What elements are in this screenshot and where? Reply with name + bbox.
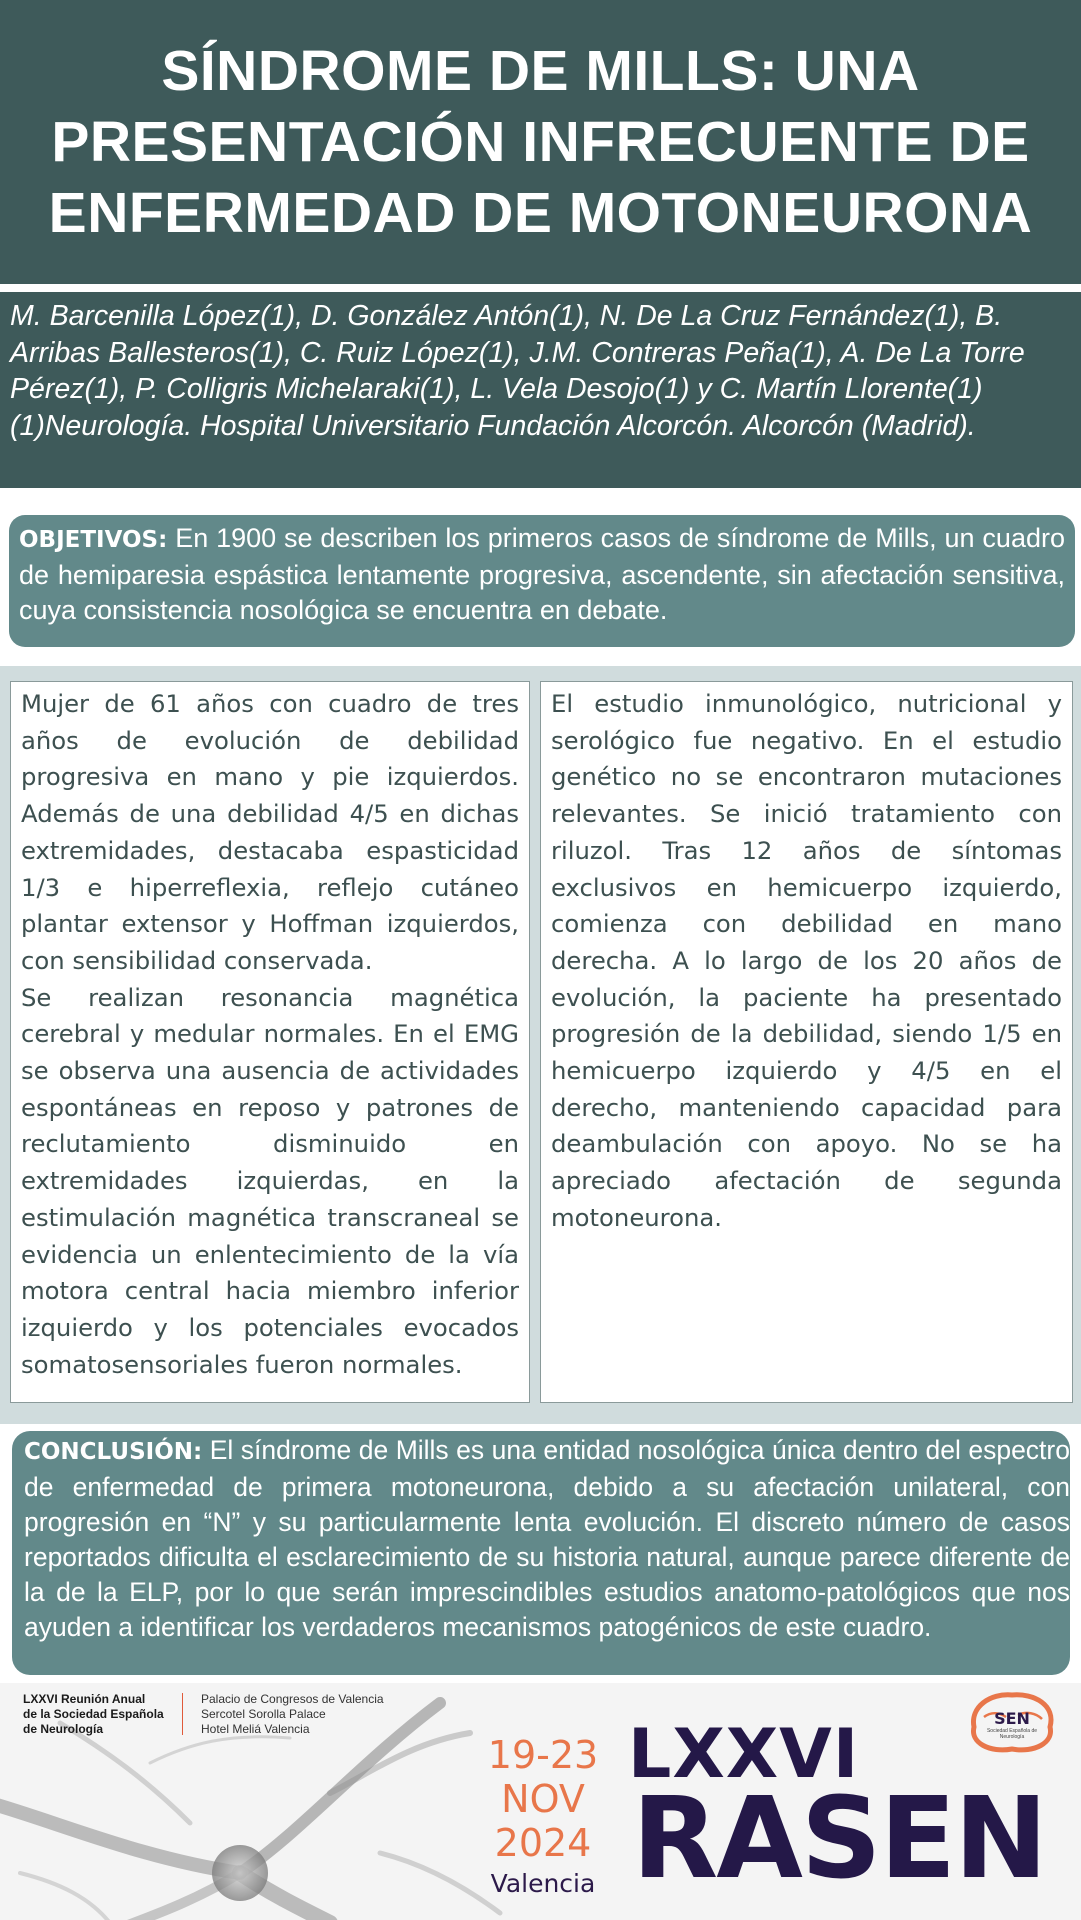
- venue-line: Palacio de Congresos de Valencia: [201, 1692, 384, 1706]
- date-month: NOV: [501, 1777, 585, 1821]
- conclusion-paragraph: [24, 1433, 1070, 1644]
- authors-band: [0, 292, 1081, 488]
- objectives-paragraph: [19, 521, 1065, 628]
- edition-numeral: LXXVI: [628, 1715, 860, 1794]
- logo-subtitle: Sociedad Española de Neurología: [986, 1728, 1038, 1740]
- conclusion-panel: [12, 1431, 1070, 1675]
- congress-city: Valencia: [490, 1869, 596, 1898]
- objectives-label: OBJETIVOS:: [19, 527, 168, 553]
- society-line: de la Sociedad Española: [23, 1707, 164, 1721]
- case-paragraph: Se realizan resonancia magnética cerebral y medular normales. En el EMG se observa una ausencia de actividades espontáneas en reposo y patrones de reclutamiento disminuido en extremidades izquierdas, en la estimulación magnética transcraneal se evidencia un enlentecimiento de la vía motora central hacia miembro inferior izquierdo y los potenciales evocados somatosensoriales fueron normales.: [21, 982, 519, 1379]
- objectives-panel: [9, 515, 1075, 647]
- congress-footer: [0, 1683, 1081, 1920]
- date-days: 19-23: [487, 1733, 599, 1777]
- logo-text: SEN: [994, 1709, 1030, 1728]
- poster-title: [29, 36, 1053, 249]
- case-column-right: [540, 681, 1073, 1403]
- congress-dates: [478, 1733, 608, 1901]
- date-year: 2024: [494, 1821, 592, 1865]
- objectives-text: En 1900 se describen los primeros casos de síndrome de Mills, un cuadro de hemiparesia espástica lentamente progresiva, ascendente, sin afectación sensitiva, cuya consistencia nosológica se encuentra en debate.: [19, 523, 1065, 625]
- title-band: [0, 0, 1081, 284]
- title-line: PRESENTACIÓN INFRECUENTE DE: [51, 109, 1030, 174]
- venue-line: Hotel Meliá Valencia: [201, 1722, 310, 1736]
- society-name: [23, 1692, 183, 1737]
- case-column-left: [10, 681, 530, 1403]
- title-line: ENFERMEDAD DE MOTONEURONA: [48, 180, 1033, 245]
- case-paragraph: Mujer de 61 años con cuadro de tres años de evolución de debilidad progresiva en mano y pie izquierdos. Además de una debilidad 4/5 en dichas extremidades, destacaba espasticidad 1/3 e hiperreflexia, reflejo cutáneo plantar extensor y Hoffman izquierdos, con sensibilidad conservada.: [21, 689, 519, 975]
- conclusion-label: CONCLUSIÓN:: [24, 1439, 203, 1465]
- sen-logo: [962, 1687, 1062, 1759]
- venue-divider: [182, 1693, 183, 1735]
- conclusion-text: El síndrome de Mills es una entidad nosológica única dentro del espectro de enfermedad de primera motoneurona, debido a su afectación unilateral, con progresión en “N” y su particularmente lenta evolución. El discreto número de casos reportados dificulta el esclarecimiento de su historia natural, aunque parece diferente de la de la ELP, por lo que serán imprescindibles estudios anatomo-patológicos que nos ayuden a identificar los verdaderos mecanismos patogénicos de este cuadro.: [24, 1435, 1070, 1642]
- meeting-name: RASEN: [632, 1774, 1046, 1904]
- authors-text: M. Barcenilla López(1), D. González Antón(1), N. De La Cruz Fernández(1), B. Arribas Ballesteros(1), C. Ruiz López(1), J.M. Contreras Peña(1), A. De La Torre Pérez(1), P. Colligris Michelaraki(1), L. Vela Desojo(1) y C. Martín Llorente(1) (1)Neurología. Hospital Universitario Fundación Alcorcón. Alcorcón (Madrid).: [10, 300, 1025, 442]
- title-line: SÍNDROME DE MILLS: UNA: [161, 38, 920, 103]
- case-paragraph: El estudio inmunológico, nutricional y serológico fue negativo. En el estudio genético no se encontraron mutaciones relevantes. Se inició tratamiento con riluzol. Tras 12 años de síntomas exclusivos en hemicuerpo izquierdo, comienza con debilidad en mano derecha. A lo largo de los 20 años de evolución, la paciente ha presentado progresión de la debilidad, siendo 1/5 en hemicuerpo izquierdo y 4/5 en el derecho, manteniendo capacidad para deambulación con apoyo. No se ha apreciado afectación de segunda motoneurona.: [551, 689, 1062, 1232]
- society-line: de Neurología: [23, 1722, 104, 1736]
- venue-line: Sercotel Sorolla Palace: [201, 1707, 326, 1721]
- society-line: LXXVI Reunión Anual: [23, 1692, 146, 1706]
- venue-list: [201, 1692, 421, 1737]
